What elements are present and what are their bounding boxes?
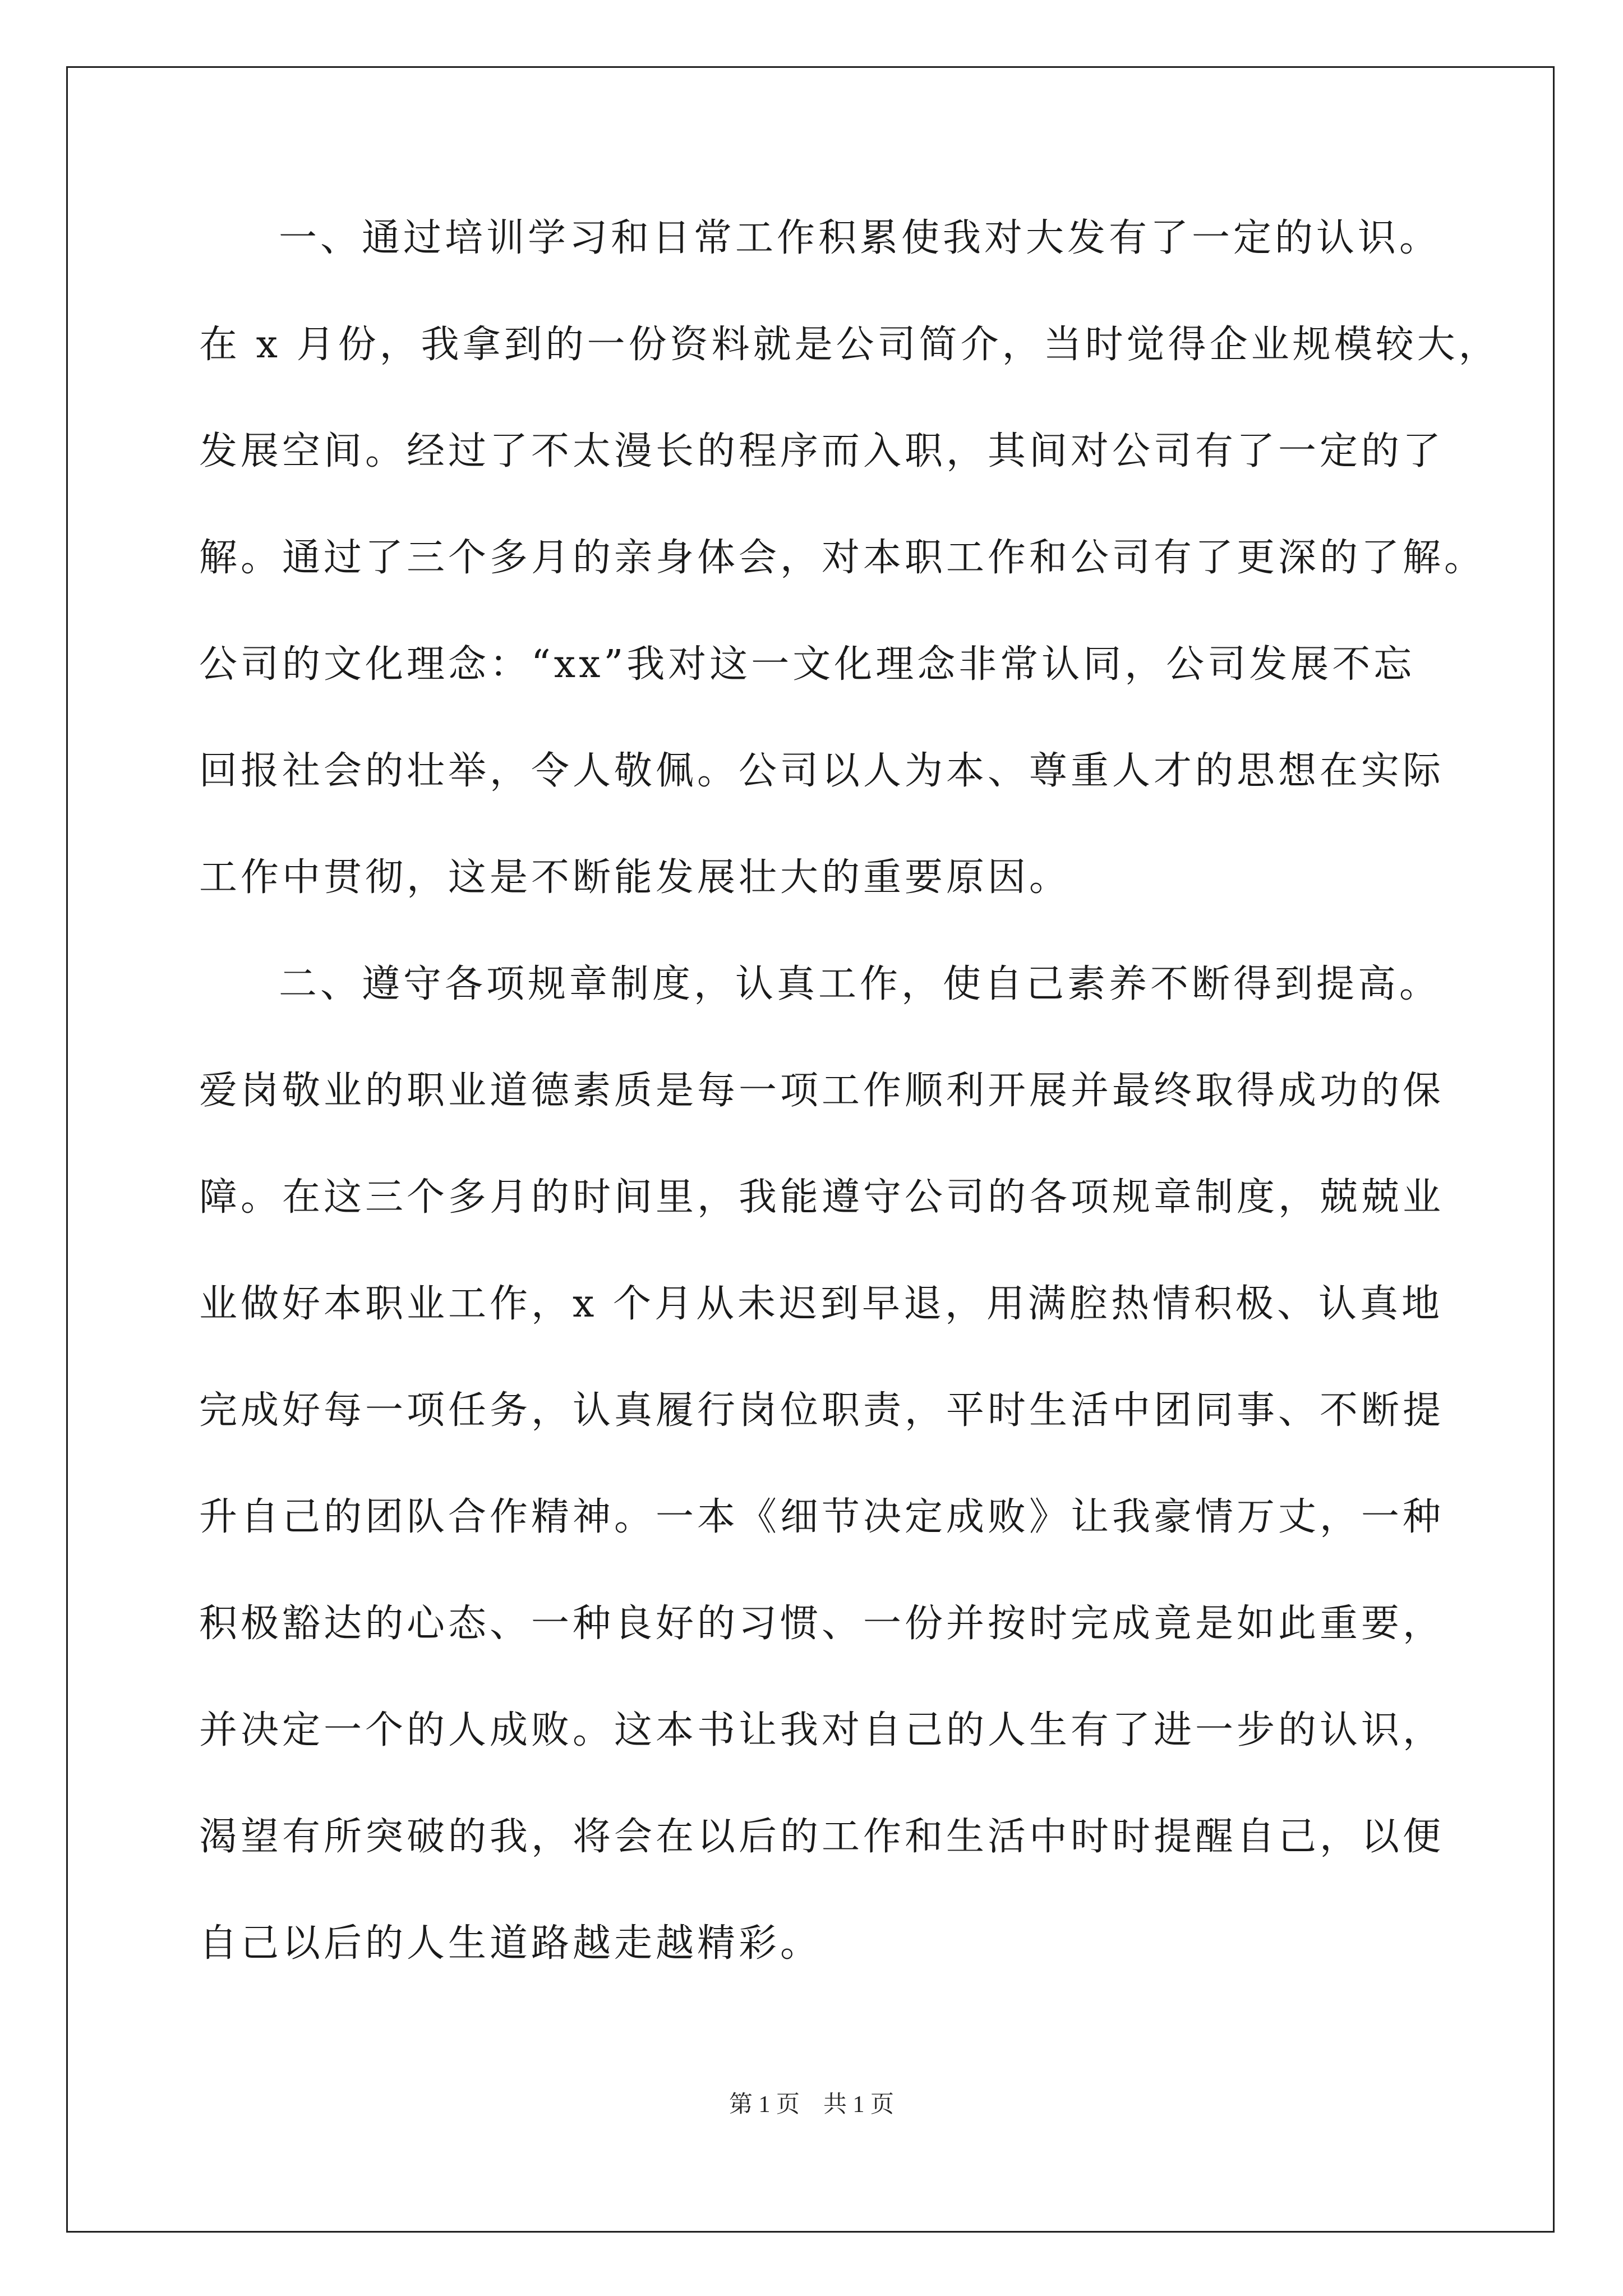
text-line: 二、遵守各项规章制度，认真工作，使自己素养不断得到提高。 (279, 962, 1441, 1006)
text-line: 业做好本职业工作，x 个月从未迟到早退，用满腔热情积极、认真地 (199, 1282, 1443, 1326)
text-line: 爱岗敬业的职业道德素质是每一项工作顺利开展并最终取得成功的保 (199, 1069, 1445, 1113)
text-line: 升自己的团队合作精神。一本《细节决定成败》让我豪情万丈，一种 (199, 1495, 1445, 1539)
paragraph-2 (199, 931, 1445, 1997)
text-line: 积极豁达的心态、一种良好的习惯、一份并按时完成竟是如此重要， (199, 1602, 1445, 1646)
document-body (199, 185, 1500, 1997)
text-line: 发展空间。经过了不太漫长的程序而入职，其间对公司有了一定的了 (199, 429, 1445, 473)
text-line: 障。在这三个多月的时间里，我能遵守公司的各项规章制度，兢兢业 (199, 1175, 1445, 1220)
text-line: 解。通过了三个多月的亲身体会，对本职工作和公司有了更深的了解。 (199, 536, 1486, 580)
paragraph-1 (199, 185, 1500, 931)
page-number-footer: 第 1 页 共 1 页 (728, 2092, 894, 2118)
text-line: 并决定一个的人成败。这本书让我对自己的人生有了进一步的认识， (199, 1708, 1445, 1752)
text-line: 一、通过培训学习和日常工作积累使我对大发有了一定的认识。 (279, 216, 1441, 260)
text-line: 完成好每一项任务，认真履行岗位职责，平时生活中团同事、不断提 (199, 1388, 1445, 1433)
text-line: 公司的文化理念：“xx”我对这一文化理念非常认同，公司发展不忘 (199, 642, 1415, 687)
text-line: 自己以后的人生道路越走越精彩。 (199, 1921, 822, 1966)
text-line: 工作中贯彻，这是不断能发展壮大的重要原因。 (199, 855, 1071, 900)
text-line: 渴望有所突破的我，将会在以后的工作和生活中时时提醒自己，以便 (199, 1815, 1445, 1859)
text-line: 回报社会的壮举，令人敬佩。公司以人为本、尊重人才的思想在实际 (199, 749, 1445, 793)
text-line: 在 x 月份，我拿到的一份资料就是公司简介，当时觉得企业规模较大， (199, 323, 1500, 367)
